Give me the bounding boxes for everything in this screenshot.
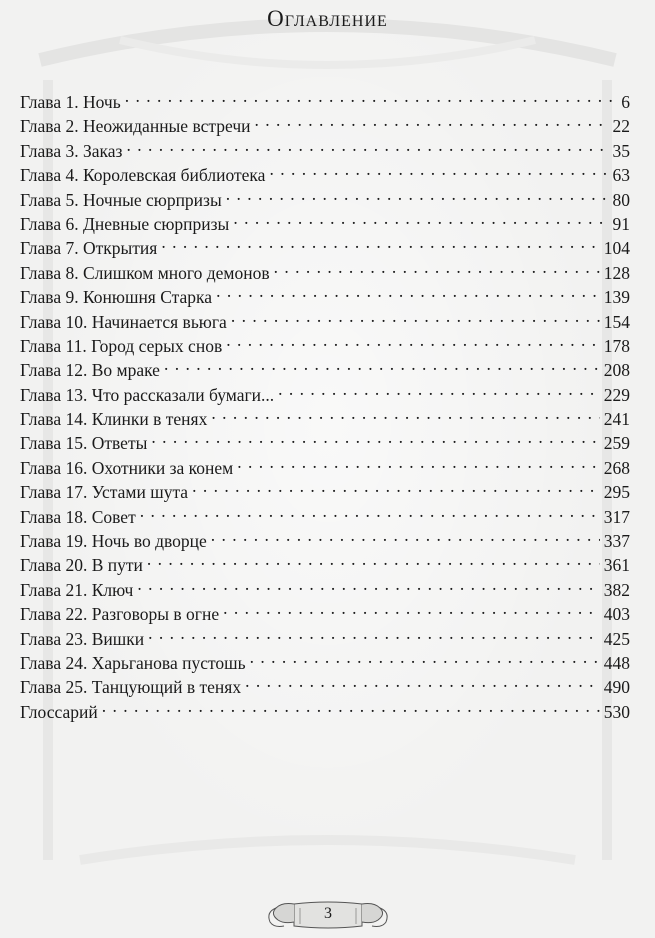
toc-entry-page: 80 [612,189,630,210]
toc-dot-leader [161,230,599,254]
toc-entry-page: 268 [603,457,630,478]
toc-entry-page: 139 [603,287,630,308]
toc-entry-title: Глава 8. Слишком много демонов [20,262,270,283]
toc-entry-page: 361 [603,555,630,576]
toc-entry-page: 317 [603,506,630,527]
toc-entry-page: 403 [603,604,630,625]
toc-dot-leader [126,133,608,157]
toc-entry-title: Глава 5. Ночные сюрпризы [20,189,222,210]
toc-dot-leader [255,108,609,132]
toc-entry-title: Глава 16. Охотники за конем [20,457,234,478]
toc-entry-title: Глава 11. Город серых снов [20,335,223,356]
toc-dot-leader [278,377,600,401]
toc-entry-title: Глава 25. Танцующий в тенях [20,677,242,698]
toc-entry-title: Глава 15. Ответы [20,433,148,454]
toc-dot-leader [102,694,600,718]
toc-dot-leader [274,255,600,279]
toc-dot-leader [151,425,599,449]
toc-dot-leader [137,572,599,596]
toc-dot-leader [226,182,609,206]
toc-dot-leader [148,621,600,645]
toc-entry-page: 208 [603,360,630,381]
page-number-scroll [264,898,392,932]
toc-entry-title: Глава 3. Заказ [20,140,123,161]
toc-entry-title: Глава 24. Харьганова пустошь [20,652,246,673]
toc-dot-leader [237,450,600,474]
toc-dot-leader [233,206,608,230]
toc-entry-page: 6 [621,92,630,112]
toc-entry-page: 35 [612,140,630,161]
toc-entry-title: Глоссарий [20,701,98,722]
toc-entry-page: 154 [603,311,630,332]
page-number: 3 [324,905,332,922]
toc-entry-page: 178 [603,335,630,356]
toc-entry-title: Глава 13. Что рассказали бумаги... [20,384,275,405]
toc-dot-leader [211,523,600,547]
toc-entry-title: Глава 7. Открытия [20,238,158,259]
toc-dot-leader [164,352,600,376]
toc-dot-leader [231,304,600,328]
toc-entry-title: Глава 21. Ключ [20,579,134,600]
toc-entry-page: 490 [603,677,630,698]
toc-entry-title: Глава 6. Дневные сюрпризы [20,213,230,234]
toc-dot-leader [125,84,618,108]
toc-entry-page: 382 [603,579,630,600]
toc-entry-title: Глава 22. Разговоры в огне [20,604,220,625]
toc-entry-page: 295 [603,482,630,503]
toc-entry-page: 63 [612,165,630,186]
toc-entry-title: Глава 23. Вишки [20,628,145,649]
toc-entry-title: Глава 17. Устами шута [20,482,189,503]
toc-entry-page: 91 [612,213,630,234]
toc-entry-title: Глава 14. Клинки в тенях [20,409,208,430]
toc-entry-title: Глава 19. Ночь во дворце [20,531,207,552]
toc-entry-title: Глава 10. Начинается вьюга [20,311,227,332]
toc-entry-title: Глава 12. Во мраке [20,360,160,381]
toc-entry-title: Глава 2. Неожиданные встречи [20,116,251,137]
toc-entry-title: Глава 1. Ночь [20,92,121,112]
toc-entry-page: 241 [603,409,630,430]
table-of-contents [20,84,630,722]
toc-entry-page: 22 [612,116,630,137]
toc-entry-title: Глава 4. Королевская библиотека [20,165,266,186]
toc-entry-page: 448 [603,652,630,673]
toc-dot-leader [216,279,600,303]
toc-dot-leader [192,474,600,498]
toc-entry-page: 337 [603,531,630,552]
toc-entry-page: 425 [603,628,630,649]
toc-entry-page: 104 [603,238,630,259]
toc-entry-page: 259 [603,433,630,454]
toc-entry-title: Глава 18. Совет [20,506,136,527]
toc-entry-title: Глава 20. В пути [20,555,143,576]
toc-dot-leader [226,328,600,352]
toc-entry-title: Глава 9. Конюшня Старка [20,287,213,308]
toc-dot-leader [211,401,599,425]
toc-entry-page: 229 [603,384,630,405]
toc-entry [20,694,630,722]
toc-dot-leader [223,596,600,620]
toc-dot-leader [250,645,600,669]
toc-entry-page: 530 [603,701,630,722]
toc-dot-leader [269,157,608,181]
toc-dot-leader [140,499,600,523]
toc-dot-leader [245,669,600,693]
page-title: Оглавление [267,6,388,31]
toc-entry [20,84,630,112]
toc-dot-leader [147,547,600,571]
toc-entry-page: 128 [603,262,630,283]
